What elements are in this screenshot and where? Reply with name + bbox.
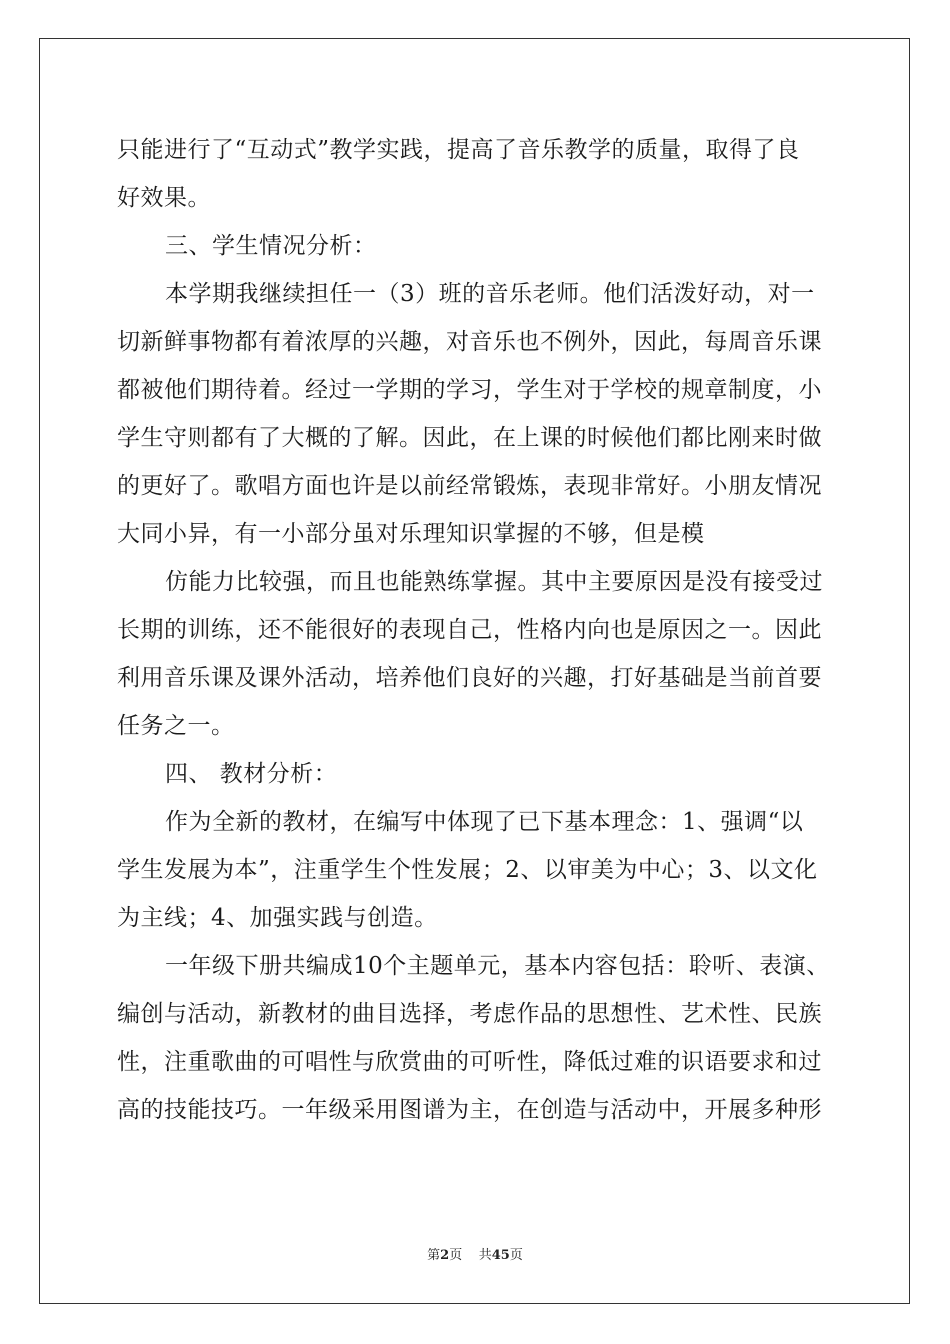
text-line: 切新鲜事物都有着浓厚的兴趣，对音乐也不例外，因此，每周音乐课 xyxy=(117,329,822,355)
total-page-number: 45 xyxy=(491,1248,510,1263)
text-line: 四、 教材分析： xyxy=(165,761,338,787)
text-line: 本学期我继续担任一（3）班的音乐老师。他们活泼好动，对一 xyxy=(165,281,815,307)
text-line: 一年级下册共编成10个主题单元，基本内容包括：聆听、表演、 xyxy=(165,953,830,979)
text-line: 高的技能技巧。一年级采用图谱为主，在创造与活动中，开展多种形 xyxy=(117,1097,822,1123)
page-footer xyxy=(0,1244,950,1263)
text-line: 为主线；4、加强实践与创造。 xyxy=(117,905,438,931)
text-line: 三、学生情况分析： xyxy=(165,233,377,259)
text-line: 大同小异，有一小部分虽对乐理知识掌握的不够，但是模 xyxy=(117,521,705,547)
text-line: 任务之一。 xyxy=(117,713,235,739)
footer-prefix: 第 xyxy=(427,1248,441,1263)
text-line: 利用音乐课及课外活动，培养他们良好的兴趣，打好基础是当前首要 xyxy=(117,665,822,691)
footer-suffix: 页 xyxy=(509,1248,523,1263)
text-line: 只能进行了“互动式”教学实践，提高了音乐教学的质量，取得了良 xyxy=(117,137,800,163)
text-line: 仿能力比较强，而且也能熟练掌握。其中主要原因是没有接受过 xyxy=(165,569,823,595)
text-line: 学生发展为本”，注重学生个性发展；2、以审美为中心；3、以文化 xyxy=(117,857,818,883)
footer-mid: 页 共 xyxy=(449,1248,492,1263)
text-line: 好效果。 xyxy=(117,185,211,211)
text-line: 性，注重歌曲的可唱性与欣赏曲的可听性，降低过难的识语要求和过 xyxy=(117,1049,822,1075)
text-line: 学生守则都有了大概的了解。因此，在上课的时候他们都比刚来时做 xyxy=(117,425,822,451)
text-line: 作为全新的教材，在编写中体现了已下基本理念：1、强调“以 xyxy=(165,809,804,835)
text-line: 长期的训练，还不能很好的表现自己，性格内向也是原因之一。因此 xyxy=(117,617,822,643)
text-line: 都被他们期待着。经过一学期的学习，学生对于学校的规章制度，小 xyxy=(117,377,822,403)
text-line: 的更好了。歌唱方面也许是以前经常锻炼，表现非常好。小朋友情况 xyxy=(117,473,822,499)
document-body xyxy=(117,126,837,1134)
current-page-number: 2 xyxy=(440,1248,450,1263)
text-line: 编创与活动，新教材的曲目选择，考虑作品的思想性、艺术性、民族 xyxy=(117,1001,822,1027)
